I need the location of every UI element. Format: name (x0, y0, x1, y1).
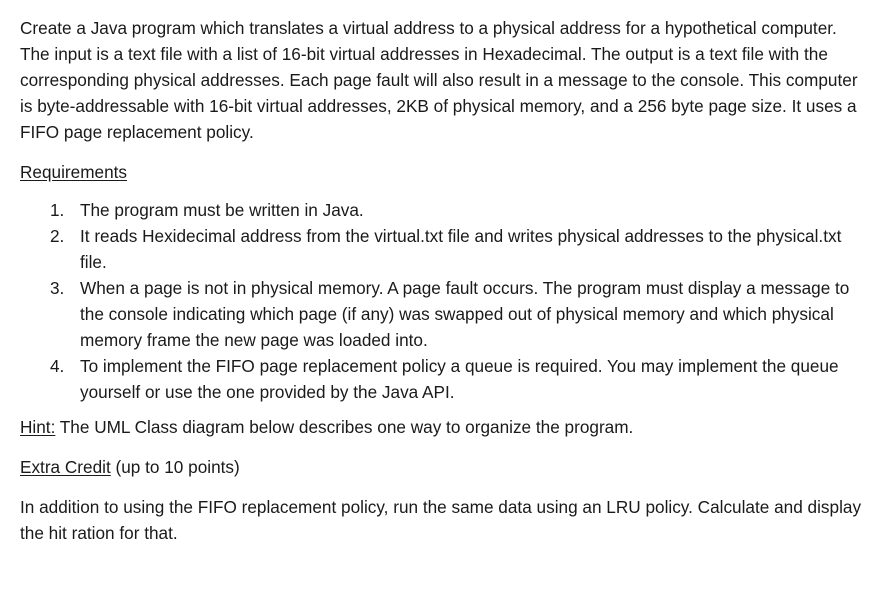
hint-text: The UML Class diagram below describes one way to organize the program. (55, 417, 634, 437)
extra-credit-heading (20, 454, 863, 480)
requirement-number: 2. (50, 226, 65, 246)
requirements-heading (20, 159, 863, 185)
requirement-number: 3. (50, 278, 65, 298)
requirement-number: 1. (50, 200, 65, 220)
requirement-item-4 (20, 353, 863, 405)
requirement-text: It reads Hexidecimal address from the virtual.txt file and writes physical addresses to the physical.txt file. (80, 226, 842, 272)
requirements-heading-text: Requirements (20, 162, 127, 182)
requirement-item-1 (20, 197, 863, 223)
requirement-text: The program must be written in Java. (80, 200, 364, 220)
requirements-list (20, 197, 863, 405)
requirement-number: 4. (50, 356, 65, 376)
hint-label: Hint: (20, 417, 56, 437)
requirement-text: To implement the FIFO page replacement policy a queue is required. You may implement the queue yourself or use the one provided by the Java API. (80, 356, 839, 402)
requirement-item-2 (20, 223, 863, 275)
extra-credit-suffix: (up to 10 points) (110, 457, 240, 477)
requirement-item-3 (20, 275, 863, 353)
intro-paragraph: Create a Java program which translates a virtual address to a physical address for a hypothetical computer. The input is a text file with a list of 16-bit virtual addresses in Hexadecimal. The output is a text file with the corresponding physical addresses. Each page fault will also result in a message to the console. This computer is byte-addressable with 16-bit virtual addresses, 2KB of physical memory, and a 256 byte page size. It uses a FIFO page replacement policy. (20, 18, 858, 142)
requirement-text: When a page is not in physical memory. A page fault occurs. The program must display a message to the console indicating which page (if any) was swapped out of physical memory and which physical memory frame the new page was loaded into. (80, 278, 850, 350)
extra-credit-label: Extra Credit (20, 457, 111, 477)
lru-paragraph: In addition to using the FIFO replacement policy, run the same data using an LRU policy. Calculate and display the hit ration for that. (20, 497, 862, 543)
hint-paragraph (20, 414, 863, 440)
